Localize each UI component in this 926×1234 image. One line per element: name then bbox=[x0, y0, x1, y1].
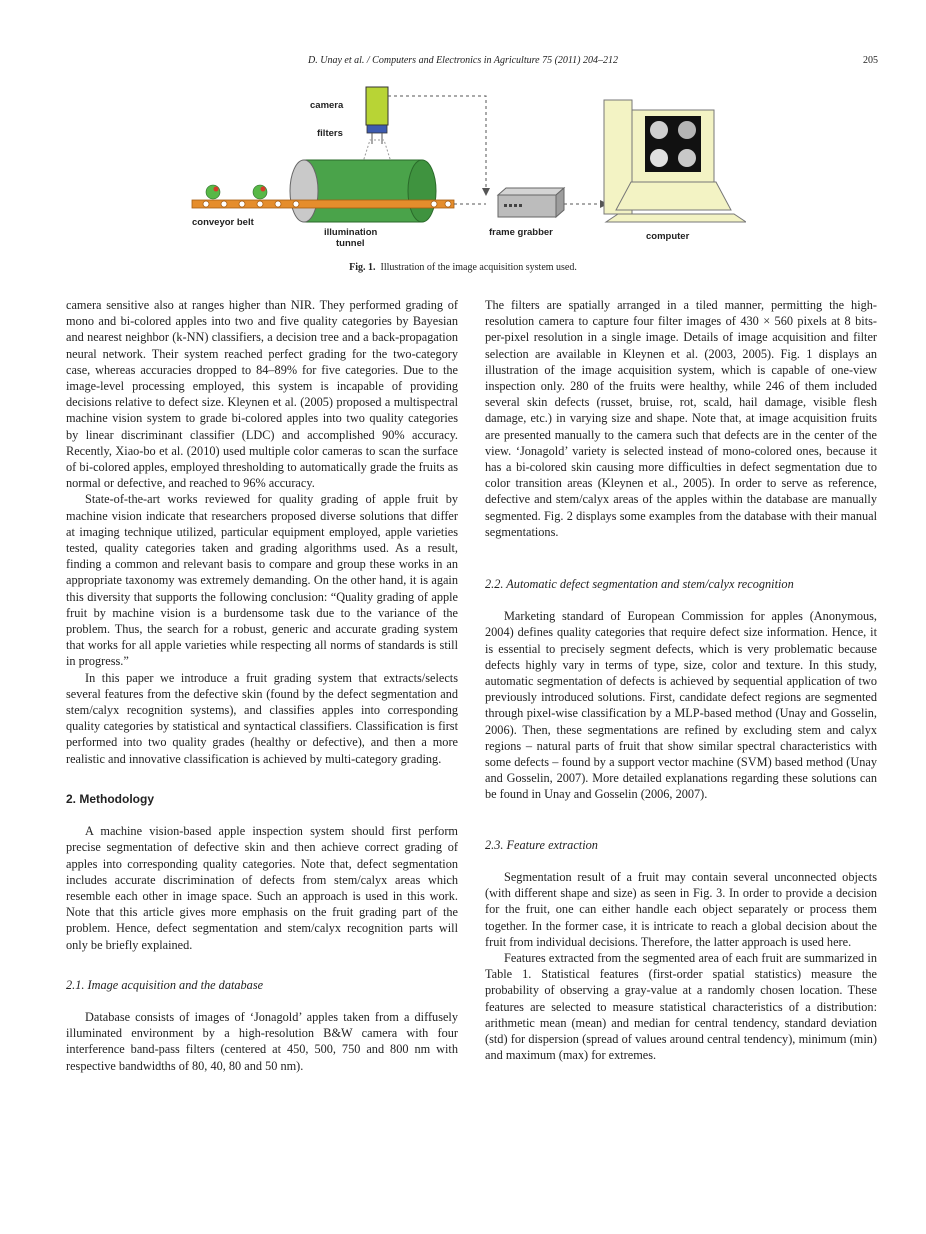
illumination-tunnel bbox=[304, 160, 422, 222]
tunnel-label-line2: tunnel bbox=[336, 238, 365, 249]
computer-keyboard bbox=[606, 214, 746, 222]
acquisition-system-figure bbox=[186, 82, 746, 254]
section-heading: 2. Methodology bbox=[66, 791, 154, 806]
running-title: D. Unay et al. / Computers and Electronics in Agriculture 75 (2011) 204–212 bbox=[308, 55, 618, 66]
apple-icon bbox=[253, 185, 267, 199]
paragraph: Database consists of images of ‘Jonagold’ apples taken from a diffusely illuminated environment by a high-resolution B&W camera with four interference band-pass filters (centered at 450, 500, 750 and 800 nm with respective bandwidths of 80, 40, 80 and 50 nm). bbox=[66, 1009, 458, 1073]
page-number: 205 bbox=[863, 55, 878, 66]
frame-grabber-label: frame grabber bbox=[489, 227, 553, 238]
subsection-heading: 2.2. Automatic defect segmentation and stem/calyx recognition bbox=[485, 577, 794, 592]
paragraph: In this paper we introduce a fruit grading system that extracts/selects several features from the defective skin (found by the defect segmentation and stem/calyx recognition systems), and classifies apples into corresponding quality categories by statistical and syntactical classifiers. Classification is first performed into two quality grades (healthy or defective), and then a more realistic and innovative classification is achieved by multi-category grading. bbox=[66, 670, 458, 766]
paragraph: The filters are spatially arranged in a tiled manner, permitting the high-resolution camera to capture four filter images of 430 × 560 pixels at 8 bits-per-pixel resolution in a single image. Details of image acquisition and filter selection are available in Kleynen et al. (2003, 2005). Fig. 1 displays an illustration of the image acquisition system, which is capable of one-view inspection only. 280 of the fruits were healthy, while 246 of them included several skin defects (russet, bruise, rot, scald, hail damage, visible flesh damage, etc.) in varying size and shape. Note that, at image acquisition fruits are presented manually to the camera such that defects are in the center of the view. ‘Jonagold’ variety is selected instead of mono-colored ones, because it has a bi-colored skin causing more difficulties in defect segmentation due to color transition areas (Kleynen et al., 2005). In order to serve as reference, defective and stem/calyx areas of the apples within the database are manually segmented. Fig. 2 displays some examples from the database with their manual segmentations. bbox=[485, 298, 877, 539]
figure-caption bbox=[0, 262, 926, 273]
paragraph: Marketing standard of European Commission for apples (Anonymous, 2004) defines quality categories that require defect size information. Hence, it is essential to precisely segment defects, which is very problematic because defects highly vary in terms of type, size, color and texture. In this study, automatic segmentation of defects is achieved by sequential application of two previously introduced solutions. First, candidate defect regions are segmented through pixel-wise classification by a MLP-based method (Unay and Gosselin, 2006). Then, these segmentations are refined by excluding stem and calyx regions – natural parts of fruit that show similar spectral characteristics with some defects – found by a support vector machine (SVM) based method (Unay and Gosselin, 2007). More detailed explanations regarding these solutions can be found in Unay and Gosselin (2006, 2007). bbox=[485, 609, 877, 802]
conveyor-belt bbox=[192, 200, 454, 208]
camera-body bbox=[366, 87, 388, 125]
left-column bbox=[66, 297, 458, 1074]
tunnel-label-line1: illumination bbox=[324, 227, 378, 238]
figure-caption-text: Illustration of the image acquisition system used. bbox=[380, 262, 577, 273]
camera-view-cone bbox=[363, 140, 391, 162]
filters-label: filters bbox=[317, 128, 343, 139]
paragraph: State-of-the-art works reviewed for quality grading of apple fruit by machine vision indicate that researchers proposed diverse solutions that differ at imaging technique utilized, particular equipment employed, apple varieties tested, quality categories taken and grading algorithms used. As a result, finding a common and relevant basis to compare and group these works in an appropriate taxonomy was extremely demanding. On the other hand, it is again this diversity that supports the following conclusion: “Quality grading of apple fruit by machine vision is a burdensome task due to the variance of the problem. Thus, the search for a robust, generic and accurate grading system that works for all apple varieties while respecting all norms of standards is still in progress.” bbox=[66, 492, 458, 669]
subsection-heading: 2.3. Feature extraction bbox=[485, 837, 598, 852]
frame-grabber bbox=[498, 188, 564, 195]
figure-caption-label: Fig. 1. bbox=[349, 262, 376, 273]
apple-icon bbox=[206, 185, 220, 199]
paragraph: camera sensitive also at ranges higher than NIR. They performed grading of mono and bi-colored apples into two and five quality categories by Bayesian and nearest neighbor (k-NN) classifiers, a decision tree and a back-propagation neural network. Their system reached perfect grading for the two-category case, whereas accuracies dropped to 84–89% for five categories. Due to the image-level processing employed, this system is incapable of providing decisions relative to defect size. Kleynen et al. (2005) proposed a multispectral machine vision system to grade bi-colored apples into two quality categories by linear discriminant classifier (LDC) and accomplished 90% accuracy. Recently, Xiao-bo et al. (2010) used multiple color cameras to scan the surface of bi-colored apples, employed thresholding to automatically grade the fruits as normal or defective, and reached to 96% accuracy. bbox=[66, 298, 458, 491]
paragraph: Features extracted from the segmented area of each fruit are summarized in Table 1. Statistical features (first-order spatial statistics) measure the probability of observing a gray-value at a randomly chosen location. These features are selected to measure statistical characteristics of a distribution: arithmetic mean (mean) and median for central tendency, standard deviation (std) for dispersion (spread of values around central tendency), minimum (min) and maximum (max) for extremes. bbox=[485, 950, 877, 1063]
right-column bbox=[485, 297, 877, 1063]
computer-label: computer bbox=[646, 231, 690, 242]
paragraph: A machine vision-based apple inspection system should first perform precise segmentation of defective skin and then achieve correct grading of apples into corresponding quality categories. Note that, defect segmentation includes accurate discrimination of defects from stem/calyx areas which resemble each other in image space. Such an approach is used in this work. Note that this article gives more emphasis on the fruit grading part of the problem. Hence, defect segmentation and stem/calyx recognition parts will only be briefly explained. bbox=[66, 824, 458, 952]
paragraph: Segmentation result of a fruit may contain several unconnected objects (with different shape and size) as seen in Fig. 3. In order to provide a decision for the fruit, one can either handle each object separately or process them together. In the former case, it is intricate to reach a global decision about the fruit from individual decisions. Therefore, the latter approach is used here. bbox=[485, 869, 877, 949]
conveyor-label: conveyor belt bbox=[192, 217, 254, 228]
filter-block bbox=[367, 125, 387, 133]
subsection-heading: 2.1. Image acquisition and the database bbox=[66, 977, 264, 992]
camera-label: camera bbox=[310, 100, 344, 111]
